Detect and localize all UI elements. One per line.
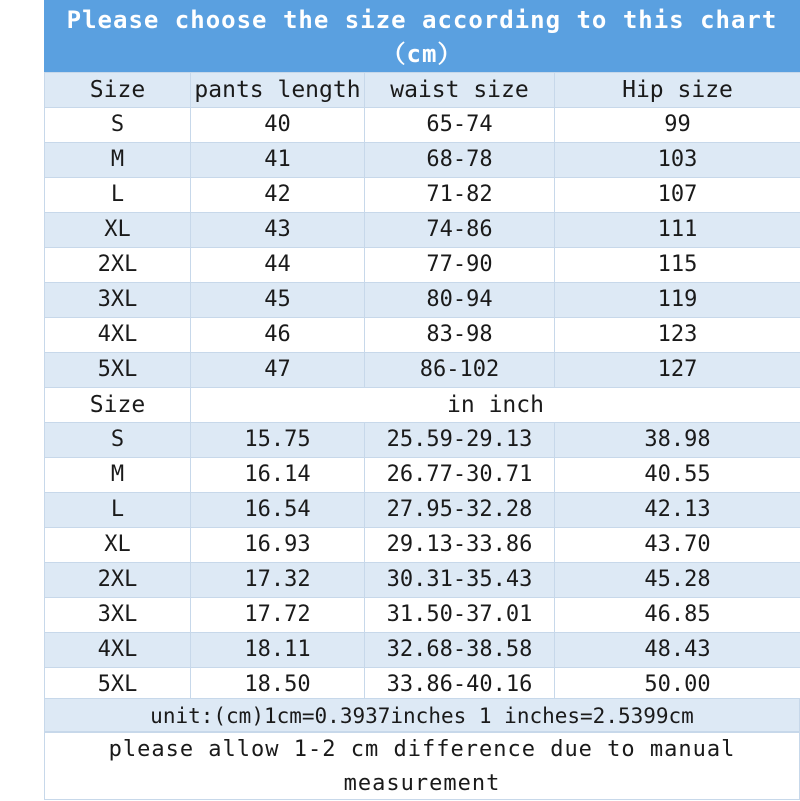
cell-size: 4XL (45, 318, 191, 353)
cell-size: 2XL (45, 248, 191, 283)
cell-hip-size: 45.28 (555, 563, 800, 598)
table-row (45, 318, 800, 353)
table-row (45, 213, 800, 248)
cell-size: XL (45, 528, 191, 563)
inch-header-size: Size (45, 388, 191, 423)
cell-pants-length: 16.54 (191, 493, 365, 528)
table-row (45, 423, 800, 458)
cell-waist-size: 71-82 (365, 178, 555, 213)
cell-pants-length: 18.50 (191, 668, 365, 703)
header-pants-length: pants length (191, 73, 365, 108)
cell-hip-size: 107 (555, 178, 800, 213)
unit-conversion-note: unit:(cm)1cm=0.3937inches 1 inches=2.5399cm (44, 698, 800, 732)
chart-title: Please choose the size according to this chart（cm） (44, 0, 800, 72)
table-row (45, 598, 800, 633)
cell-pants-length: 47 (191, 353, 365, 388)
cell-hip-size: 48.43 (555, 633, 800, 668)
table-row (45, 108, 800, 143)
cell-size: M (45, 143, 191, 178)
cell-hip-size: 38.98 (555, 423, 800, 458)
table-row (45, 493, 800, 528)
cell-size: L (45, 178, 191, 213)
table-row (45, 143, 800, 178)
cell-waist-size: 86-102 (365, 353, 555, 388)
table-row (45, 248, 800, 283)
cell-size: 3XL (45, 283, 191, 318)
cell-waist-size: 27.95-32.28 (365, 493, 555, 528)
cell-hip-size: 43.70 (555, 528, 800, 563)
cell-size: 2XL (45, 563, 191, 598)
table-row (45, 563, 800, 598)
cell-hip-size: 99 (555, 108, 800, 143)
table-row (45, 633, 800, 668)
cell-pants-length: 16.14 (191, 458, 365, 493)
cell-pants-length: 16.93 (191, 528, 365, 563)
header-waist-size: waist size (365, 73, 555, 108)
cell-pants-length: 41 (191, 143, 365, 178)
cell-pants-length: 46 (191, 318, 365, 353)
cell-hip-size: 119 (555, 283, 800, 318)
cell-pants-length: 44 (191, 248, 365, 283)
cell-pants-length: 43 (191, 213, 365, 248)
table-row (45, 283, 800, 318)
cell-waist-size: 83-98 (365, 318, 555, 353)
header-size: Size (45, 73, 191, 108)
cm-header-row (45, 73, 800, 108)
cell-size: M (45, 458, 191, 493)
cell-size: S (45, 108, 191, 143)
cell-size: 4XL (45, 633, 191, 668)
size-chart (44, 0, 800, 800)
table-row (45, 178, 800, 213)
inch-header-row (45, 388, 800, 423)
cell-size: 5XL (45, 668, 191, 703)
cell-hip-size: 46.85 (555, 598, 800, 633)
cell-waist-size: 74-86 (365, 213, 555, 248)
cell-pants-length: 15.75 (191, 423, 365, 458)
cell-hip-size: 42.13 (555, 493, 800, 528)
cell-pants-length: 17.72 (191, 598, 365, 633)
size-table (44, 72, 800, 703)
cell-pants-length: 17.32 (191, 563, 365, 598)
cell-waist-size: 33.86-40.16 (365, 668, 555, 703)
cell-pants-length: 42 (191, 178, 365, 213)
cell-hip-size: 50.00 (555, 668, 800, 703)
cell-size: XL (45, 213, 191, 248)
cell-pants-length: 18.11 (191, 633, 365, 668)
cell-hip-size: 103 (555, 143, 800, 178)
cell-hip-size: 115 (555, 248, 800, 283)
header-hip-size: Hip size (555, 73, 800, 108)
cell-waist-size: 32.68-38.58 (365, 633, 555, 668)
cell-waist-size: 68-78 (365, 143, 555, 178)
cell-waist-size: 80-94 (365, 283, 555, 318)
table-row (45, 458, 800, 493)
cell-waist-size: 26.77-30.71 (365, 458, 555, 493)
inch-header-unit: in inch (191, 388, 800, 423)
cell-size: S (45, 423, 191, 458)
cell-size: 3XL (45, 598, 191, 633)
measurement-allowance-note: please allow 1-2 cm difference due to manual measurement (44, 732, 800, 800)
cell-hip-size: 127 (555, 353, 800, 388)
cell-waist-size: 65-74 (365, 108, 555, 143)
cell-waist-size: 29.13-33.86 (365, 528, 555, 563)
cell-waist-size: 25.59-29.13 (365, 423, 555, 458)
cell-waist-size: 77-90 (365, 248, 555, 283)
cell-size: L (45, 493, 191, 528)
cell-waist-size: 31.50-37.01 (365, 598, 555, 633)
cell-hip-size: 111 (555, 213, 800, 248)
table-row (45, 353, 800, 388)
cell-waist-size: 30.31-35.43 (365, 563, 555, 598)
cell-pants-length: 45 (191, 283, 365, 318)
cell-hip-size: 123 (555, 318, 800, 353)
table-row (45, 528, 800, 563)
cell-size: 5XL (45, 353, 191, 388)
cell-pants-length: 40 (191, 108, 365, 143)
cell-hip-size: 40.55 (555, 458, 800, 493)
